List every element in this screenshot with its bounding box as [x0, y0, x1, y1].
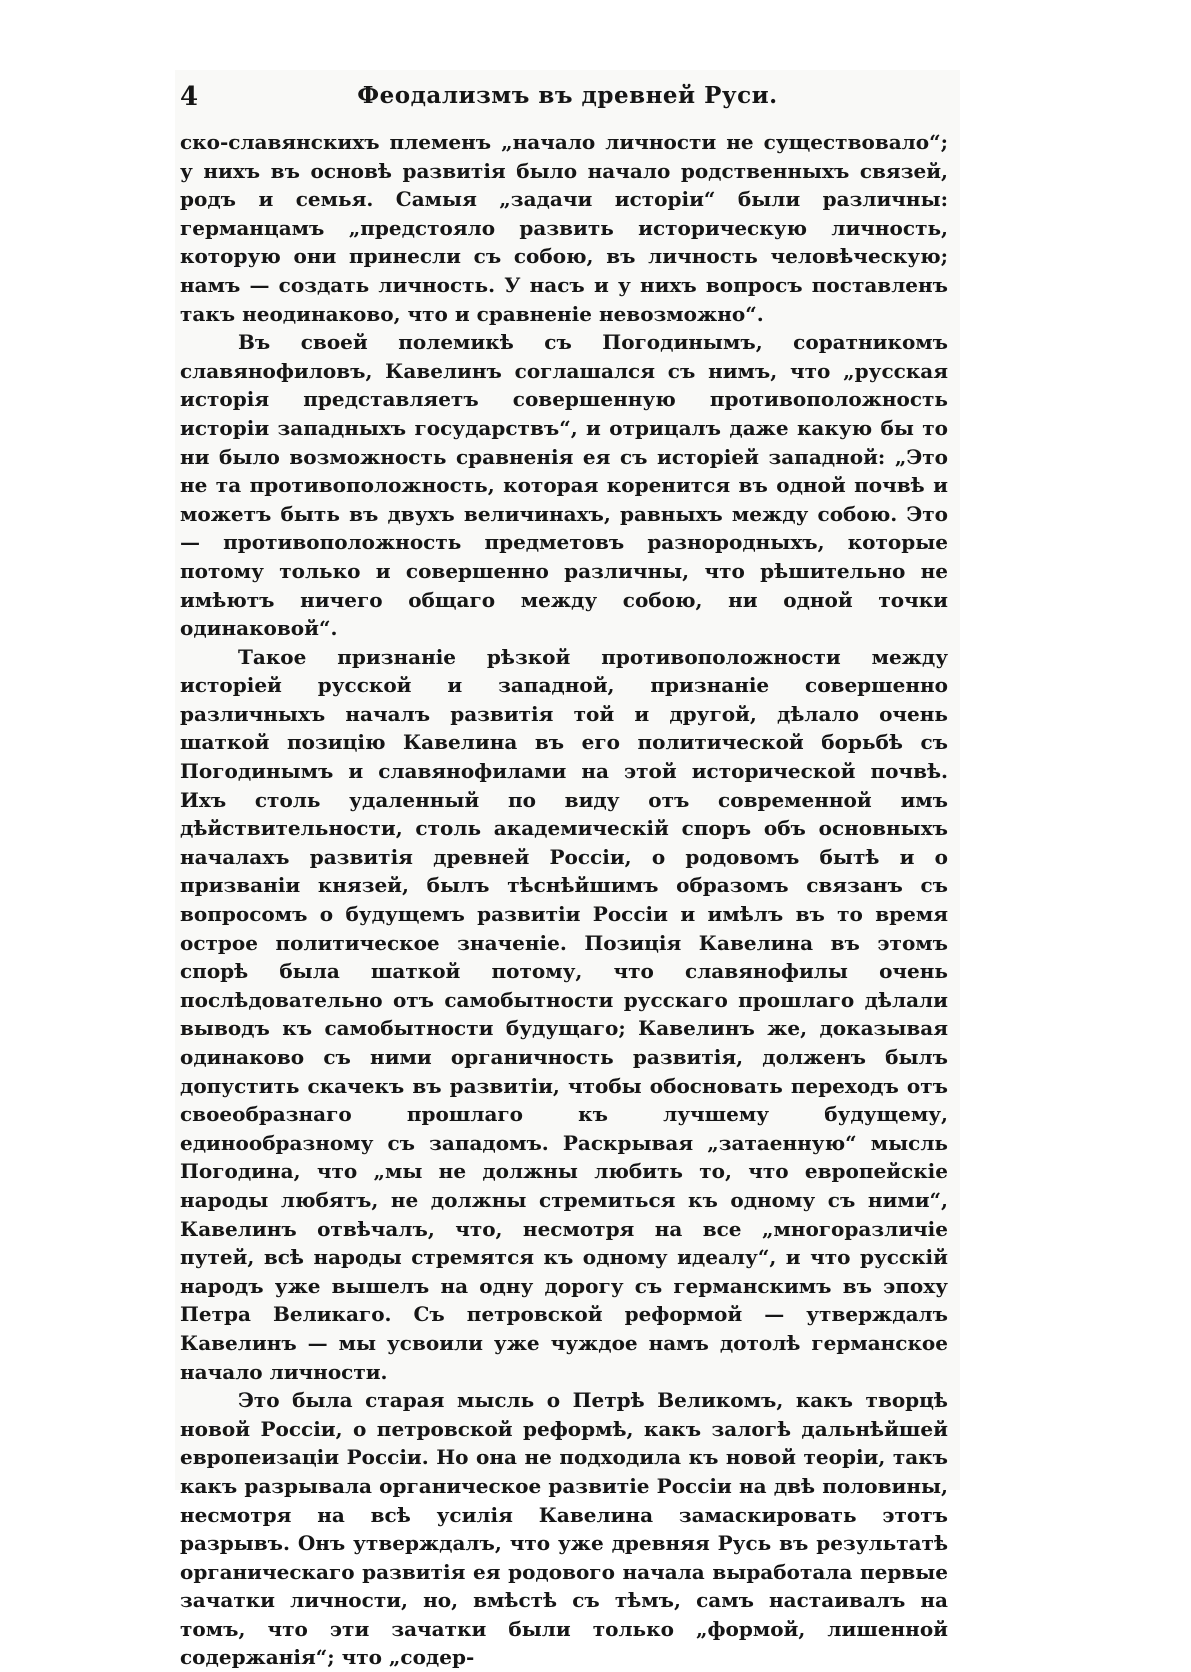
running-title: Феодализмъ въ древней Руси.: [357, 82, 778, 109]
paragraph: Въ своей полемикѣ съ Погодинымъ, соратникомъ славянофиловъ, Кавелинъ соглашался съ нимъ, что „русская исторія представляетъ совершенную противоположность исторіи западныхъ государствъ“, и отрицалъ даже какую бы то ни было возможность сравненія ея съ исторіей западной: „Это не та противоположность, которая коренится въ одной почвѣ и можетъ быть въ двухъ величинахъ, равныхъ между собою. Это — противоположность предметовъ разнородныхъ, которые потому только и совершенно различны, что рѣшительно не имѣютъ ничего общаго между собою, ни одной точки одинаковой“.: [180, 330, 948, 641]
page-number: 4: [180, 82, 199, 112]
paragraph: ско-славянскихъ племенъ „начало личности не существовало“; у нихъ въ основѣ развитія было начало родственныхъ связей, родъ и семья. Самыя „задачи исторіи“ были различны: германцамъ „предстояло развить историческую личность, которую они принесли съ собою, въ личность человѣческую; намъ — создать личность. У насъ и у нихъ вопросъ поставленъ такъ неодинаково, что и сравненіе невозможно“.: [180, 130, 948, 326]
book-page: [175, 70, 960, 1670]
paragraph: Это была старая мысль о Петрѣ Великомъ, какъ творцѣ новой Россіи, о петровской реформѣ, какъ залогѣ дальнѣйшей европеизаціи Россіи. Но она не подходила къ новой теоріи, такъ какъ разрывала органическое развитіе Россіи на двѣ половины, несмотря на всѣ усилія Кавелина замаскировать этотъ разрывъ. Онъ утверждалъ, что уже древняя Русь въ результатѣ органическаго развитія ея родового начала выработала первые зачатки личности, но, вмѣстѣ съ тѣмъ, самъ настаивалъ на томъ, что эти зачатки были только „формой, лишенной содержанія“; что „содер-: [180, 1388, 948, 1670]
paragraph: Такое признаніе рѣзкой противоположности между исторіей русской и западной, признаніе совершенно различныхъ началъ развитія той и другой, дѣлало очень шаткой позицію Кавелина въ его политической борьбѣ съ Погодинымъ и славянофилами на этой исторической почвѣ. Ихъ столь удаленный по виду отъ современной имъ дѣйствительности, столь академическій споръ объ основныхъ началахъ развитія древней Россіи, о родовомъ бытѣ и о призваніи князей, былъ тѣснѣйшимъ образомъ связанъ съ вопросомъ о будущемъ развитіи Россіи и имѣлъ въ то время острое политическое значеніе. Позиція Кавелина въ этомъ спорѣ была шаткой потому, что славянофилы очень послѣдовательно отъ самобытности русскаго прошлаго дѣлали выводъ къ самобытности будущаго; Кавелинъ же, доказывая одинаково съ ними органичность развитія, долженъ былъ допустить скачекъ въ развитіи, чтобы обосновать переходъ отъ своеобразнаго прошлаго къ лучшему будущему, единообразному съ западомъ. Раскрывая „затаенную“ мысль Погодина, что „мы не должны любить то, что европейскіе народы любятъ, не должны стремиться къ одному съ ними“, Кавелинъ отвѣчалъ, что, несмотря на все „многоразличіе путей, всѣ народы стремятся къ одному идеалу“, и что русскій народъ уже вышелъ на одну дорогу съ германскимъ въ эпоху Петра Великаго. Съ петровской реформой — утверждалъ Кавелинъ — мы усвоили уже чуждое намъ дотолѣ германское начало личности.: [180, 644, 948, 1384]
body-text: [180, 128, 948, 1672]
